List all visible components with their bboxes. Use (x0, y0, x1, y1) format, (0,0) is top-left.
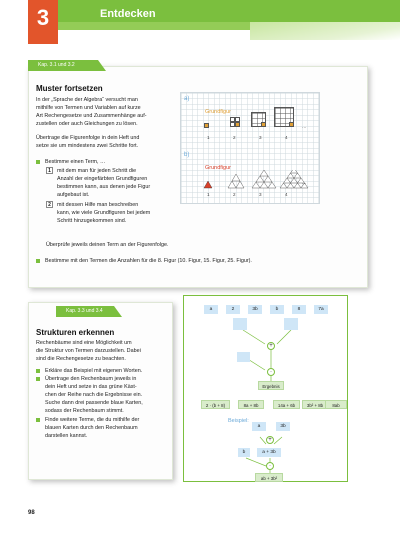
page-header (0, 0, 400, 34)
header-title: Entdecken (100, 8, 156, 20)
bullet-text: Bestimme mit den Termen die Anzahlen für die 8. Figur (10. Figur, 15. Figur, 25. Figur). (45, 258, 252, 264)
result-card: 14a + 6b (273, 400, 300, 409)
bullet-line: Suche dann drei passende blaue Karten, (45, 400, 143, 406)
blue-card: 2 (226, 305, 240, 314)
pattern-square (235, 122, 240, 127)
example-multiply-operator: · (266, 462, 274, 470)
section2-bullet-1 (36, 367, 171, 375)
bullet-dot (36, 369, 40, 373)
figure-a-label: a) (184, 96, 190, 102)
task-line: setze sie um mindestens zwei Schritte fort. (36, 143, 139, 149)
intro-line: die Struktur von Termen darzustellen. Dabei (36, 348, 141, 354)
intro-line: zustellen oder auch Gleichungen zu lösen. (36, 121, 138, 127)
bullet-line: blauen Karten durch den Rechenbaum (45, 425, 138, 431)
example-card-3b: 3b (276, 422, 290, 431)
blue-card: 7a (314, 305, 328, 314)
grundfigur-square-icon (204, 123, 209, 128)
triangle-step-2 (228, 174, 244, 188)
grundfigur-triangle-icon (204, 181, 212, 188)
item-line: mit dessen Hilfe man beschreiben (57, 202, 139, 208)
example-card-a: a (252, 422, 266, 431)
figure-a-number: 3 (259, 135, 262, 140)
bullet-dot (36, 377, 40, 381)
figure-a-number: 4 (285, 135, 288, 140)
plus-operator: + (267, 342, 275, 350)
example-card-sum: a + 3b (257, 448, 281, 457)
item-number: 1 (46, 167, 53, 174)
intro-line: Art Rechengesetze und Zusammenhänge auf- (36, 113, 147, 119)
bullet-text: Bestimme einen Term, … (45, 159, 106, 165)
bullet-text: Erkläre das Beispiel mit eigenen Worten. (45, 368, 143, 374)
section1-bullet-1 (36, 158, 176, 166)
figure-a-ellipsis: … (302, 124, 307, 129)
section1-bullet-2 (36, 257, 356, 265)
section2-bullet-2 (36, 375, 171, 415)
item-line: Schritt hinzugekommen sind. (57, 218, 127, 224)
figure-b-number: 4 (285, 192, 288, 197)
grundfigur-a-label: Grundfigur (205, 109, 231, 115)
figure-a-number: 2 (233, 135, 236, 140)
section1-item-1 (46, 167, 151, 198)
result-card: 8ab (325, 400, 347, 409)
item-line: kann, wie viele Grundfiguren bei jedem (57, 210, 151, 216)
item-number: 2 (46, 201, 53, 208)
example-plus-operator: + (266, 436, 274, 444)
bullet-line: chen der Reihe nach die Ergebnisse ein. (45, 392, 143, 398)
result-card: 2 · (b + 8) (201, 400, 230, 409)
section1-check: Überprüfe jeweils deinen Term an der Figurenfolge. (46, 242, 169, 248)
multiply-operator: · (267, 368, 275, 376)
beispiel-label: Beispiel: (228, 418, 249, 424)
item-line: bestimmen kann, aus denen jede Figur (57, 184, 151, 190)
bullet-line: Finde weitere Terme, die du mithilfe der (45, 417, 140, 423)
result-card: 8a + 8b (238, 400, 264, 409)
blue-card: 8 (292, 305, 306, 314)
figure-b-ellipsis: … (302, 180, 307, 185)
blank-card-3[interactable] (237, 352, 250, 362)
item-text (57, 167, 182, 199)
section1-intro (36, 96, 176, 128)
bullet-line: darstellen kannst. (45, 433, 88, 439)
figure-b-number: 1 (207, 192, 210, 197)
bullet-text (45, 375, 171, 415)
section1-tag: Kap. 3.1 und 3.2 (28, 60, 98, 71)
intro-line: sind die Rechengesetze zu beachten. (36, 356, 126, 362)
blue-card: a (204, 305, 218, 314)
section1-item-2 (46, 201, 151, 224)
item-line: mit dem man für jeden Schritt die (57, 168, 137, 174)
pattern-square (261, 122, 266, 127)
figure-b-number: 3 (259, 192, 262, 197)
bullet-dot (36, 160, 40, 164)
page-number: 98 (28, 510, 35, 516)
blank-card-1[interactable] (233, 318, 247, 330)
section2-tag: Kap. 3.3 und 3.4 (56, 306, 114, 317)
blank-card-2[interactable] (284, 318, 298, 330)
figure-a-number: 1 (207, 135, 210, 140)
section2-title: Strukturen erkennen (36, 328, 115, 337)
result-card: 3b² + 8b (302, 400, 328, 409)
section1-task (36, 134, 176, 150)
grundfigur-b-label: Grundfigur (205, 165, 231, 171)
figure-b-label: b) (184, 152, 190, 158)
blue-card: 3b (248, 305, 262, 314)
chapter-number: 3 (36, 5, 50, 30)
bullet-dot (36, 259, 40, 263)
section1-title: Muster fortsetzen (36, 84, 103, 93)
bullet-line: dein Heft und setze in das grüne Käst- (45, 384, 137, 390)
triangle-step-3 (252, 170, 276, 188)
bullet-text (45, 416, 171, 440)
bullet-line: Übertrage den Rechenbaum jeweils in (45, 376, 137, 382)
ergebnis-box: Ergebnis (258, 381, 284, 390)
item-text (57, 201, 182, 225)
figure-b-number: 2 (233, 192, 236, 197)
header-slant (250, 22, 400, 40)
triangle-step-4 (280, 170, 308, 188)
intro-line: In der „Sprache der Algebra“ versucht man (36, 97, 138, 103)
pattern-square (289, 122, 294, 127)
item-line: Anzahl der eingefärbten Grundfiguren (57, 176, 148, 182)
task-line: Übertrage die Figurenfolge in dein Heft und (36, 135, 140, 141)
bullet-line: sodass der Rechenbaum stimmt. (45, 408, 124, 414)
example-card-b: b (238, 448, 250, 457)
section2-bullet-3 (36, 416, 171, 440)
intro-line: Rechenbäume sind eine Möglichkeit um (36, 340, 132, 346)
blue-card: b (270, 305, 284, 314)
bullet-dot (36, 418, 40, 422)
example-result: ab + 3b² (255, 473, 283, 482)
section2-intro (36, 339, 171, 363)
item-line: aufgebaut ist. (57, 192, 90, 198)
triangle-patterns (200, 170, 310, 192)
intro-line: mithilfe von Termen und Variablen auf kurze (36, 105, 141, 111)
